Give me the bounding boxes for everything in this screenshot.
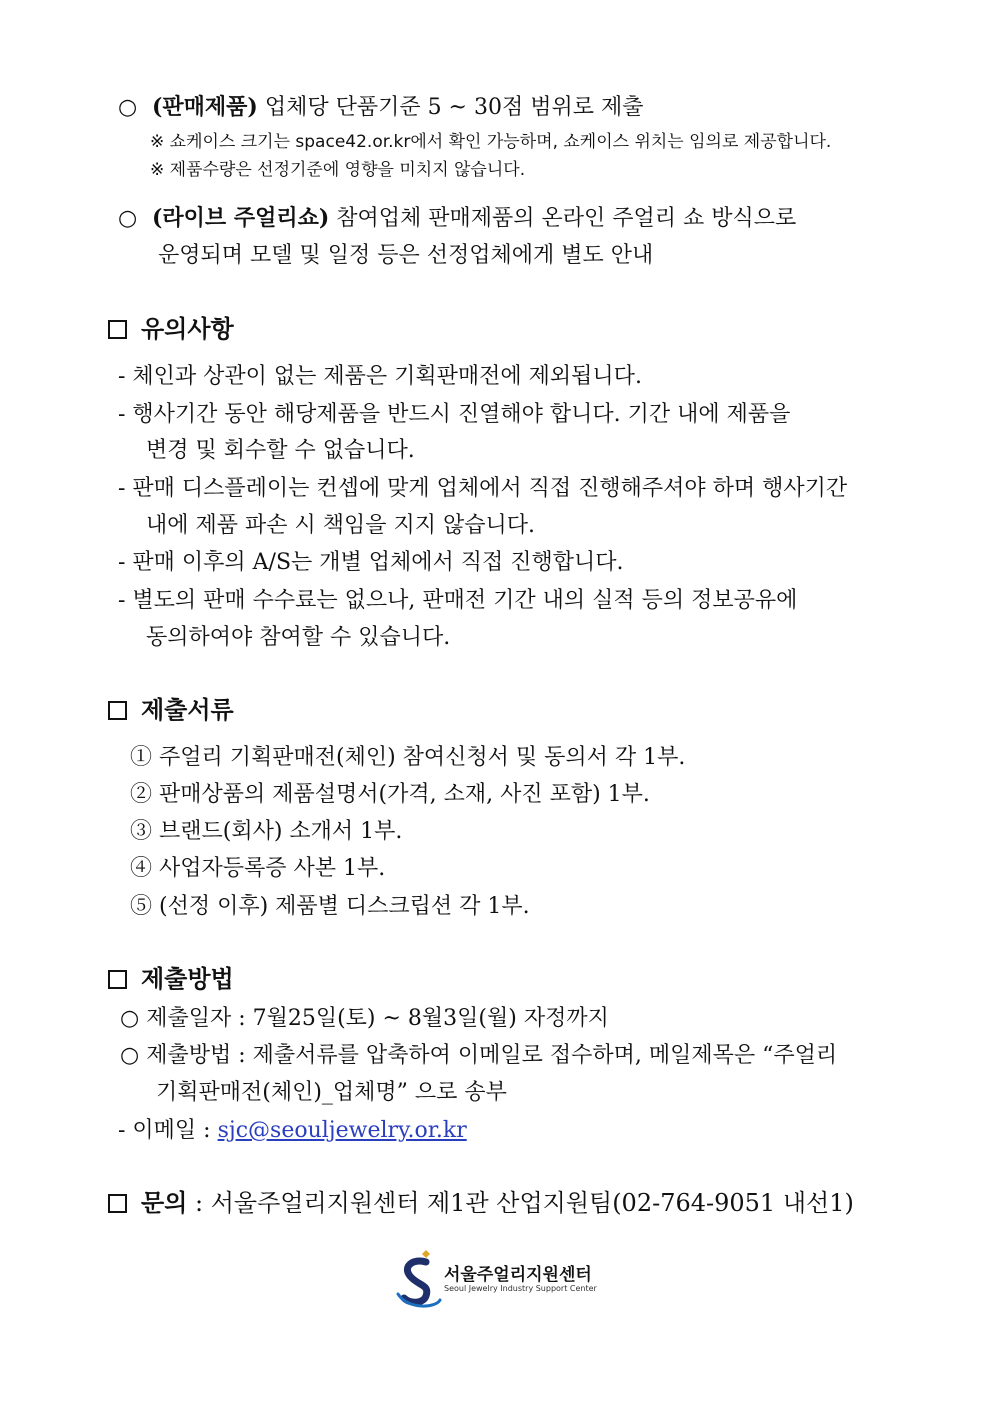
notice-line: - 판매 디스플레이는 컨셉에 맞게 업체에서 직접 진행해주셔야 하며 행사기간	[118, 476, 848, 501]
docs-item: ④ 사업자등록증 사본 1부.	[130, 856, 386, 881]
email-link[interactable]: sjc@seouljewelry.or.kr	[217, 1118, 467, 1143]
method-date: ○ 제출일자 : 7월25일(토) ~ 8월3일(월) 자정까지	[120, 1006, 609, 1031]
email-label: - 이메일 :	[118, 1118, 218, 1143]
notice-line: - 별도의 판매 수수료는 없으나, 판매전 기간 내의 실적 등의 정보공유에	[118, 588, 798, 613]
sales-note-1: ※ 쇼케이스 크기는 space42.or.kr에서 확인 가능하며, 쇼케이스 위치는 임의로 제공합니다.	[150, 132, 832, 152]
circle-bullet: ○	[118, 95, 138, 120]
logo-name: 서울주얼리지원센터	[444, 1265, 592, 1285]
notice-line: 동의하여야 참여할 수 있습니다.	[146, 625, 451, 650]
live-line	[118, 203, 796, 234]
docs-item: ③ 브랜드(회사) 소개서 1부.	[130, 819, 403, 844]
logo-s-mark-icon	[396, 1250, 442, 1310]
logo-subtitle: Seoul Jewelry Industry Support Center	[444, 1284, 597, 1293]
method-how-cont: 기획판매전(체인)_업체명” 으로 송부	[156, 1080, 507, 1105]
sales-note-2: ※ 제품수량은 선정기준에 영향을 미치지 않습니다.	[150, 160, 526, 180]
contact-label: 문의	[141, 1188, 188, 1217]
notice-heading-text: 유의사항	[141, 314, 234, 343]
sales-title: (판매제품)	[152, 94, 258, 120]
checkbox-square-icon	[108, 701, 127, 720]
notice-line: - 체인과 상관이 없는 제품은 기획판매전에 제외됩니다.	[118, 364, 642, 389]
method-how: ○ 제출방법 : 제출서류를 압축하여 이메일로 접수하며, 메일제목은 “주얼리	[120, 1043, 838, 1068]
checkbox-square-icon	[108, 970, 127, 989]
docs-heading-text: 제출서류	[141, 695, 234, 724]
circle-bullet: ○	[118, 206, 138, 231]
method-heading	[108, 964, 234, 994]
notice-line: - 판매 이후의 A/S는 개별 업체에서 직접 진행합니다.	[118, 550, 624, 575]
notice-line: 변경 및 회수할 수 없습니다.	[146, 438, 415, 463]
notice-line: 내에 제품 파손 시 책임을 지지 않습니다.	[146, 513, 535, 538]
contact-text: : 서울주얼리지원센터 제1관 산업지원팀(02-764-9051 내선1)	[187, 1189, 854, 1217]
sales-line	[118, 92, 643, 123]
docs-item: ⑤ (선정 이후) 제품별 디스크립션 각 1부.	[130, 894, 530, 919]
notice-heading	[108, 314, 234, 344]
checkbox-square-icon	[108, 320, 127, 339]
email-line	[118, 1116, 467, 1146]
docs-heading	[108, 695, 234, 725]
docs-item: ① 주얼리 기획판매전(체인) 참여신청서 및 동의서 각 1부.	[130, 745, 686, 770]
center-logo	[396, 1250, 606, 1310]
docs-item: ② 판매상품의 제품설명서(가격, 소재, 사진 포함) 1부.	[130, 782, 650, 807]
sales-text: 업체당 단품기준 5 ~ 30점 범위로 제출	[257, 95, 644, 120]
method-heading-text: 제출방법	[141, 964, 234, 993]
notice-line: - 행사기간 동안 해당제품을 반드시 진열해야 합니다. 기간 내에 제품을	[118, 402, 791, 427]
live-text: 참여업체 판매제품의 온라인 주얼리 쇼 방식으로	[329, 206, 797, 231]
live-title: (라이브 주얼리쇼)	[152, 205, 330, 231]
live-cont: 운영되며 모델 및 일정 등은 선정업체에게 별도 안내	[158, 243, 654, 268]
checkbox-square-icon	[108, 1194, 127, 1213]
contact-line	[108, 1188, 854, 1218]
